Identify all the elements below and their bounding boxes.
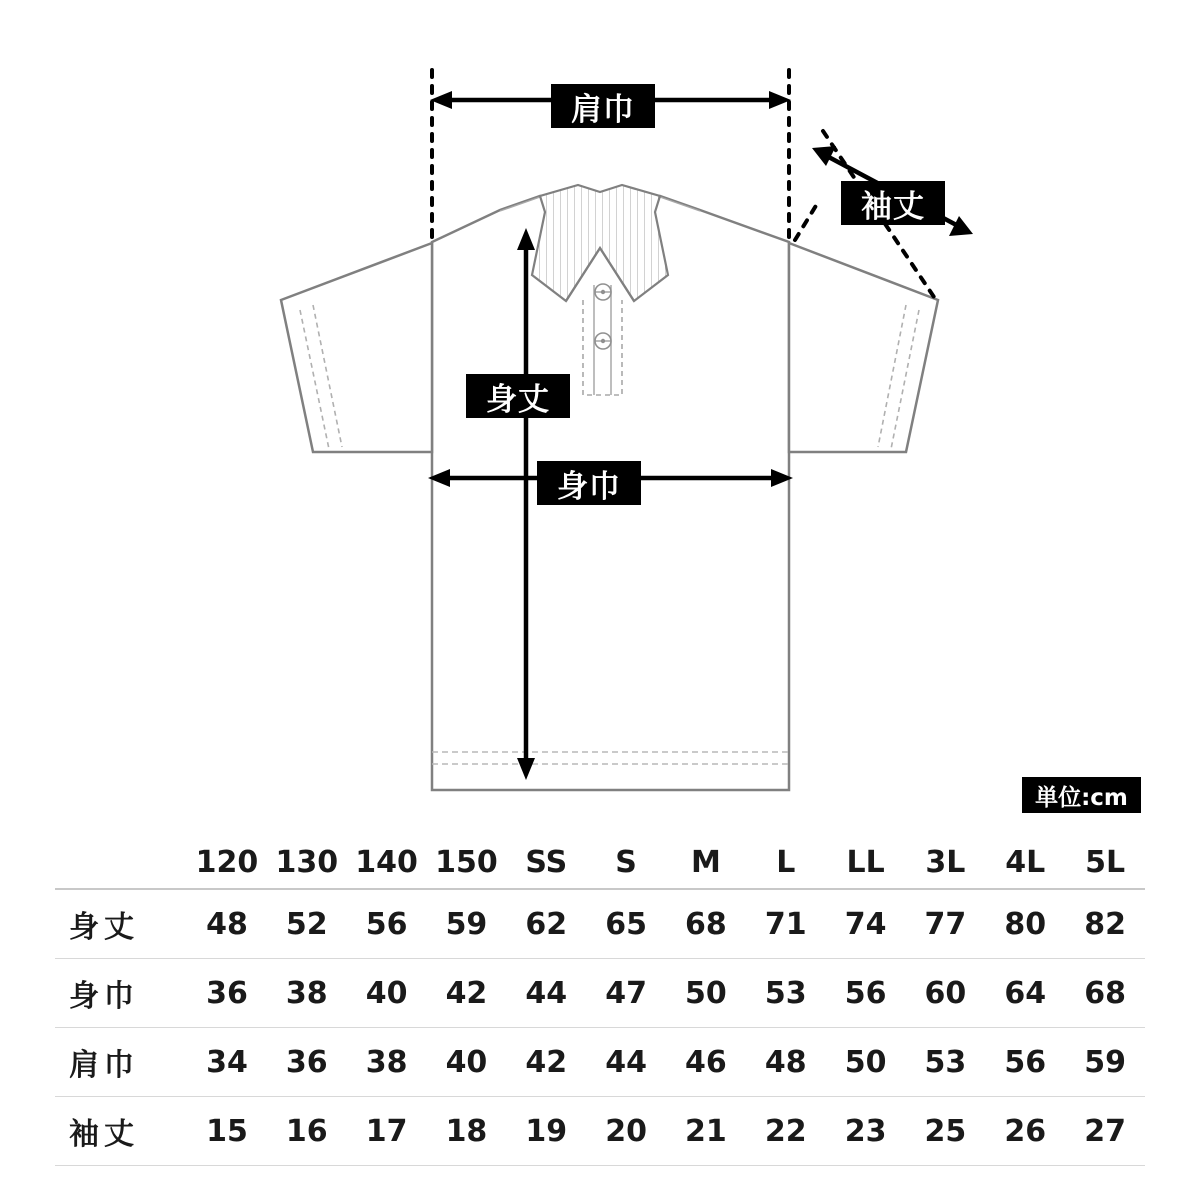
- column-header-size: SS: [506, 826, 586, 889]
- column-header-size: 3L: [906, 826, 986, 889]
- row-header-measure: 肩巾: [69, 1048, 139, 1083]
- table-cell-value: 56: [844, 975, 887, 1011]
- table-cell-value: 48: [206, 906, 248, 942]
- table-row: [55, 1028, 1145, 1097]
- table-cell-value: 42: [525, 1044, 568, 1080]
- table-cell-value: 80: [1004, 906, 1047, 942]
- table-cell-value: 36: [206, 975, 248, 1011]
- table-cell-value: 17: [365, 1113, 408, 1149]
- label-body-width: 身巾: [537, 461, 641, 505]
- table-cell-value: 68: [685, 906, 727, 942]
- table-cell-value: 44: [525, 975, 568, 1011]
- label-shoulder-width: 肩巾: [551, 84, 655, 128]
- table-cell-value: 53: [924, 1044, 967, 1080]
- table-cell-value: 15: [206, 1113, 248, 1149]
- table-header-row: [55, 826, 1145, 889]
- table-cell-value: 47: [605, 975, 647, 1011]
- row-header-measure: 袖丈: [69, 1117, 139, 1152]
- table-cell-value: 19: [525, 1113, 568, 1149]
- table-cell-value: 65: [605, 906, 647, 942]
- table-cell-value: 50: [685, 975, 727, 1011]
- button-placket: [583, 284, 622, 395]
- table-cell-value: 56: [1004, 1044, 1047, 1080]
- table-cell-value: 60: [924, 975, 967, 1011]
- column-header-size: L: [746, 826, 826, 889]
- table-cell-value: 62: [525, 906, 568, 942]
- size-table: [55, 826, 1145, 1166]
- table-cell-value: 48: [764, 1044, 807, 1080]
- column-header-size: LL: [826, 826, 906, 889]
- table-cell-value: 59: [445, 906, 488, 942]
- table-cell-value: 40: [445, 1044, 488, 1080]
- table-cell-value: 25: [924, 1113, 967, 1149]
- column-header-size: 5L: [1065, 826, 1145, 889]
- table-header: [55, 826, 1145, 889]
- table-cell-value: 16: [285, 1113, 328, 1149]
- table-cell-value: 52: [285, 906, 328, 942]
- table-cell-value: 23: [844, 1113, 887, 1149]
- table-cell-value: 68: [1084, 975, 1126, 1011]
- column-header-size: 130: [267, 826, 347, 889]
- table-cell-value: 82: [1084, 906, 1126, 942]
- table-row: [55, 959, 1145, 1028]
- table-cell-value: 21: [685, 1113, 727, 1149]
- table-cell-value: 56: [365, 906, 408, 942]
- table-cell-value: 34: [206, 1044, 248, 1080]
- table-cell-value: 71: [764, 906, 807, 942]
- column-header-size: 4L: [985, 826, 1065, 889]
- table-cell-value: 50: [844, 1044, 887, 1080]
- row-header-measure: 身丈: [69, 910, 139, 945]
- table-corner-cell: [55, 826, 187, 889]
- table-cell-value: 27: [1084, 1113, 1126, 1149]
- table-cell-value: 36: [285, 1044, 328, 1080]
- column-header-size: M: [666, 826, 746, 889]
- table-cell-value: 74: [844, 906, 887, 942]
- table-cell-value: 64: [1004, 975, 1047, 1011]
- table-cell-value: 40: [365, 975, 408, 1011]
- table-cell-value: 42: [445, 975, 488, 1011]
- column-header-size: 150: [427, 826, 507, 889]
- table-cell-value: 59: [1084, 1044, 1126, 1080]
- size-table-container: [55, 826, 1145, 1166]
- table-cell-value: 20: [605, 1113, 647, 1149]
- label-body-length: 身丈: [466, 374, 570, 418]
- table-cell-value: 53: [764, 975, 807, 1011]
- table-cell-value: 38: [285, 975, 328, 1011]
- table-row: [55, 1097, 1145, 1166]
- label-sleeve-length: 袖丈: [841, 181, 945, 225]
- table-cell-value: 26: [1004, 1113, 1047, 1149]
- unit-badge: 単位:cm: [1022, 777, 1141, 813]
- column-header-size: 120: [187, 826, 267, 889]
- table-cell-value: 18: [445, 1113, 488, 1149]
- row-header-measure: 身巾: [69, 979, 139, 1014]
- table-cell-value: 46: [685, 1044, 727, 1080]
- table-cell-value: 38: [365, 1044, 408, 1080]
- table-body: [55, 889, 1145, 1166]
- column-header-size: 140: [347, 826, 427, 889]
- table-cell-value: 77: [924, 906, 967, 942]
- table-row: [55, 889, 1145, 959]
- column-header-size: S: [586, 826, 666, 889]
- table-cell-value: 22: [764, 1113, 807, 1149]
- table-cell-value: 44: [605, 1044, 647, 1080]
